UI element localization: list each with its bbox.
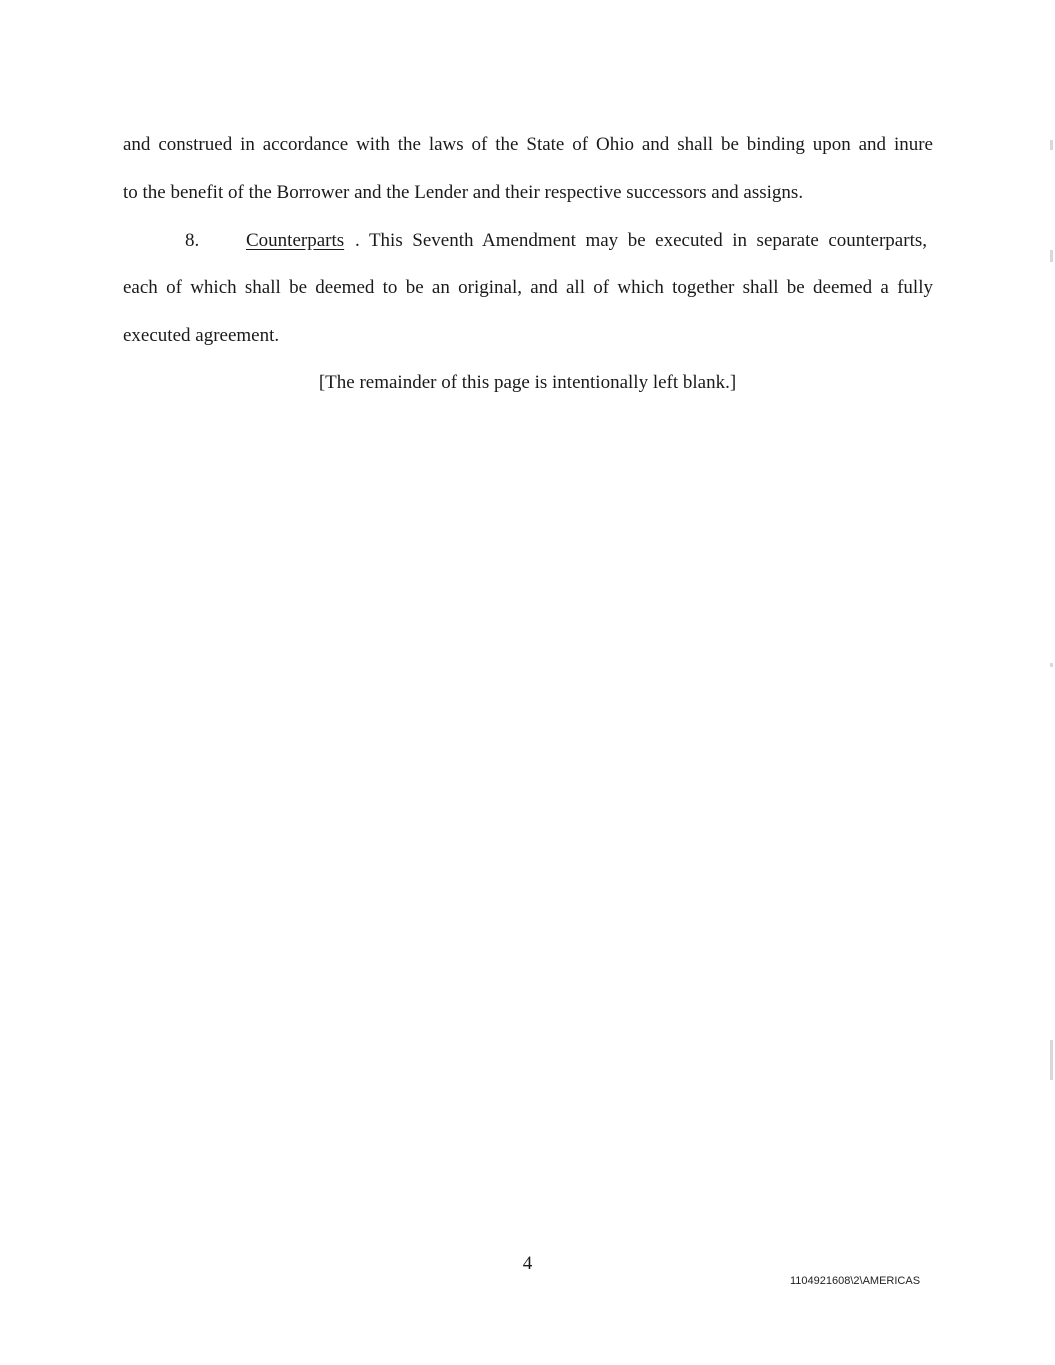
section-heading: Counterparts — [246, 230, 345, 251]
scan-edge-mark — [1050, 250, 1053, 262]
paragraph-line-1: and construed in accordance with the laws of the State of Ohio and shall be binding upon and inure — [123, 134, 933, 155]
section-number: 8. — [185, 230, 200, 251]
scan-edge-mark — [1050, 663, 1053, 667]
section-8-line-3: executed agreement. — [123, 325, 280, 346]
paragraph-line-2: to the benefit of the Borrower and the Lender and their respective successors and assigns. — [123, 182, 804, 203]
scan-edge-mark — [1050, 1040, 1053, 1080]
section-8-line-2: each of which shall be deemed to be an original, and all of which together shall be deemed a fully — [123, 277, 933, 298]
section-8-text-first-line: . This Seventh Amendment may be executed in separate counterparts, — [355, 230, 927, 251]
scan-edge-mark — [1050, 140, 1053, 150]
document-id: 1104921608\2\AMERICAS — [790, 1275, 921, 1287]
page-number: 4 — [522, 1253, 533, 1274]
intentionally-blank-notice: [The remainder of this page is intentionally left blank.] — [318, 372, 737, 393]
